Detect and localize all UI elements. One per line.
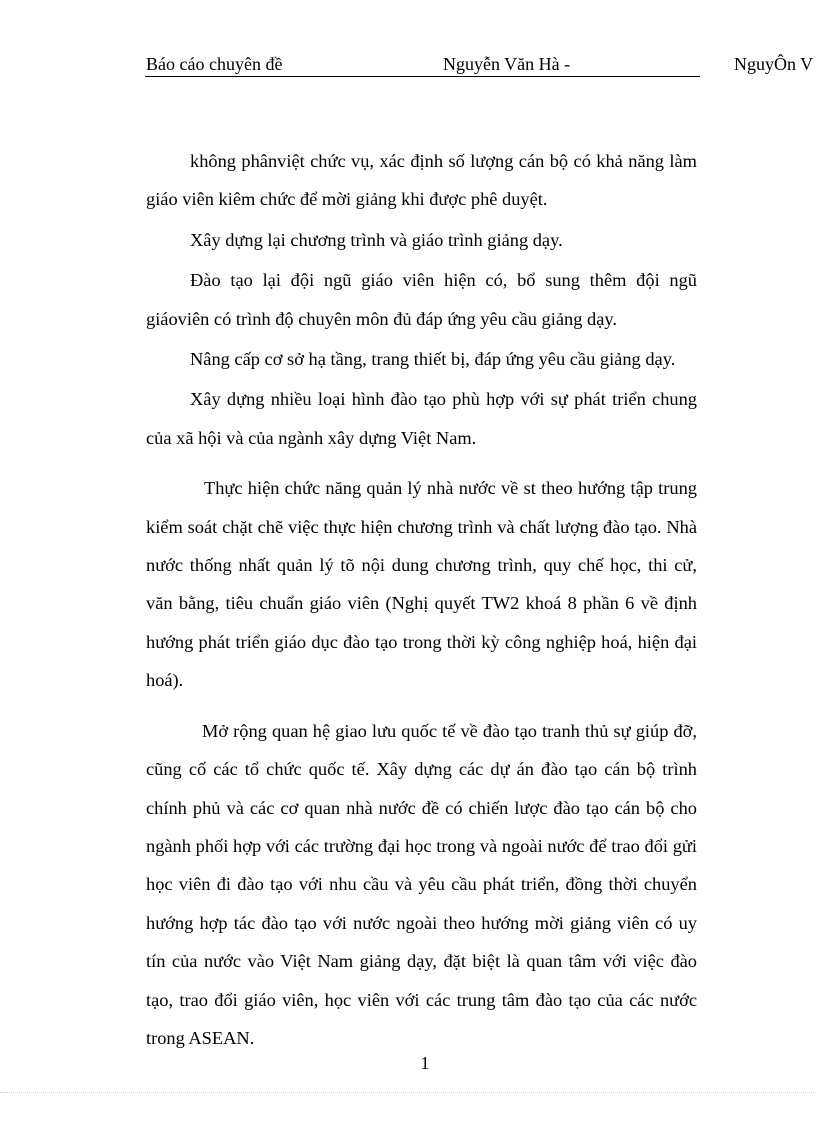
paragraph-3: Đào tạo lại đội ngũ giáo viên hiện có, bổ sung thêm đội ngũ giáoviên có trình độ chuyên môn đủ đáp ứng yêu cầu giảng dạy. bbox=[146, 270, 697, 329]
header-divider bbox=[145, 76, 700, 77]
paragraph-1: không phânviệt chức vụ, xác định số lượng cán bộ có khả năng làm giáo viên kiêm chức để mời giảng khi được phê duyệt. bbox=[146, 151, 697, 210]
paragraph-4: Nâng cấp cơ sở hạ tầng, trang thiết bị, đáp ứng yêu cầu giảng dạy. bbox=[190, 349, 676, 370]
paragraph-7: Mở rộng quan hệ giao lưu quốc tế về đào tạo tranh thủ sự giúp đỡ, cũng cố các tổ chức quốc tế. Xây dựng các dự án đào tạo cán bộ trình chính phủ và các cơ quan nhà nước đề có chiến lược đào tạo cán bộ cho ngành phối hợp với các trường đại học trong và ngoài nước để trao đổi gửi học viên đi đào tạo với nhu cầu và yêu cầu phát triển, đồng thời chuyển hướng hợp tác đào tạo với nước ngoài theo hướng mời giảng viên có uy tín của nước vào Việt Nam giảng dạy, đặt biệt là quan tâm với việc đào tạo, trao đổi giáo viên, học viên với các trung tâm đào tạo của các nước trong ASEAN. bbox=[146, 720, 697, 1048]
paragraph-2: Xây dựng lại chương trình và giáo trình giảng dạy. bbox=[190, 229, 563, 250]
paragraph-6: Thực hiện chức năng quản lý nhà nước về st theo hướng tập trung kiểm soát chặt chẽ việc thực hiện chương trình và chất lượng đào tạo. Nhà nước thống nhất quản lý tõ nội dung chương trình, quy chế học, thi cử, văn bằng, tiêu chuẩn giáo viên (Nghị quyết TW2 khoá 8 phần 6 về định hướng phát triển giáo dục đào tạo trong thời kỳ công nghiệp hoá, hiện đại hoá). bbox=[146, 478, 697, 691]
author-name: Nguyễn Văn Hà - bbox=[443, 54, 571, 74]
page-bottom-border bbox=[0, 1092, 816, 1093]
header-overflow-text: NguyÔn V bbox=[734, 54, 814, 74]
paragraph-5: Xây dựng nhiều loại hình đào tạo phù hợp với sự phát triển chung của xã hội và của ngành xây dựng Việt Nam. bbox=[146, 389, 697, 448]
report-title: Báo cáo chuyên đề bbox=[146, 54, 283, 74]
page-number: 1 bbox=[420, 1053, 430, 1073]
document-body bbox=[146, 142, 697, 1057]
page-header bbox=[0, 0, 816, 80]
